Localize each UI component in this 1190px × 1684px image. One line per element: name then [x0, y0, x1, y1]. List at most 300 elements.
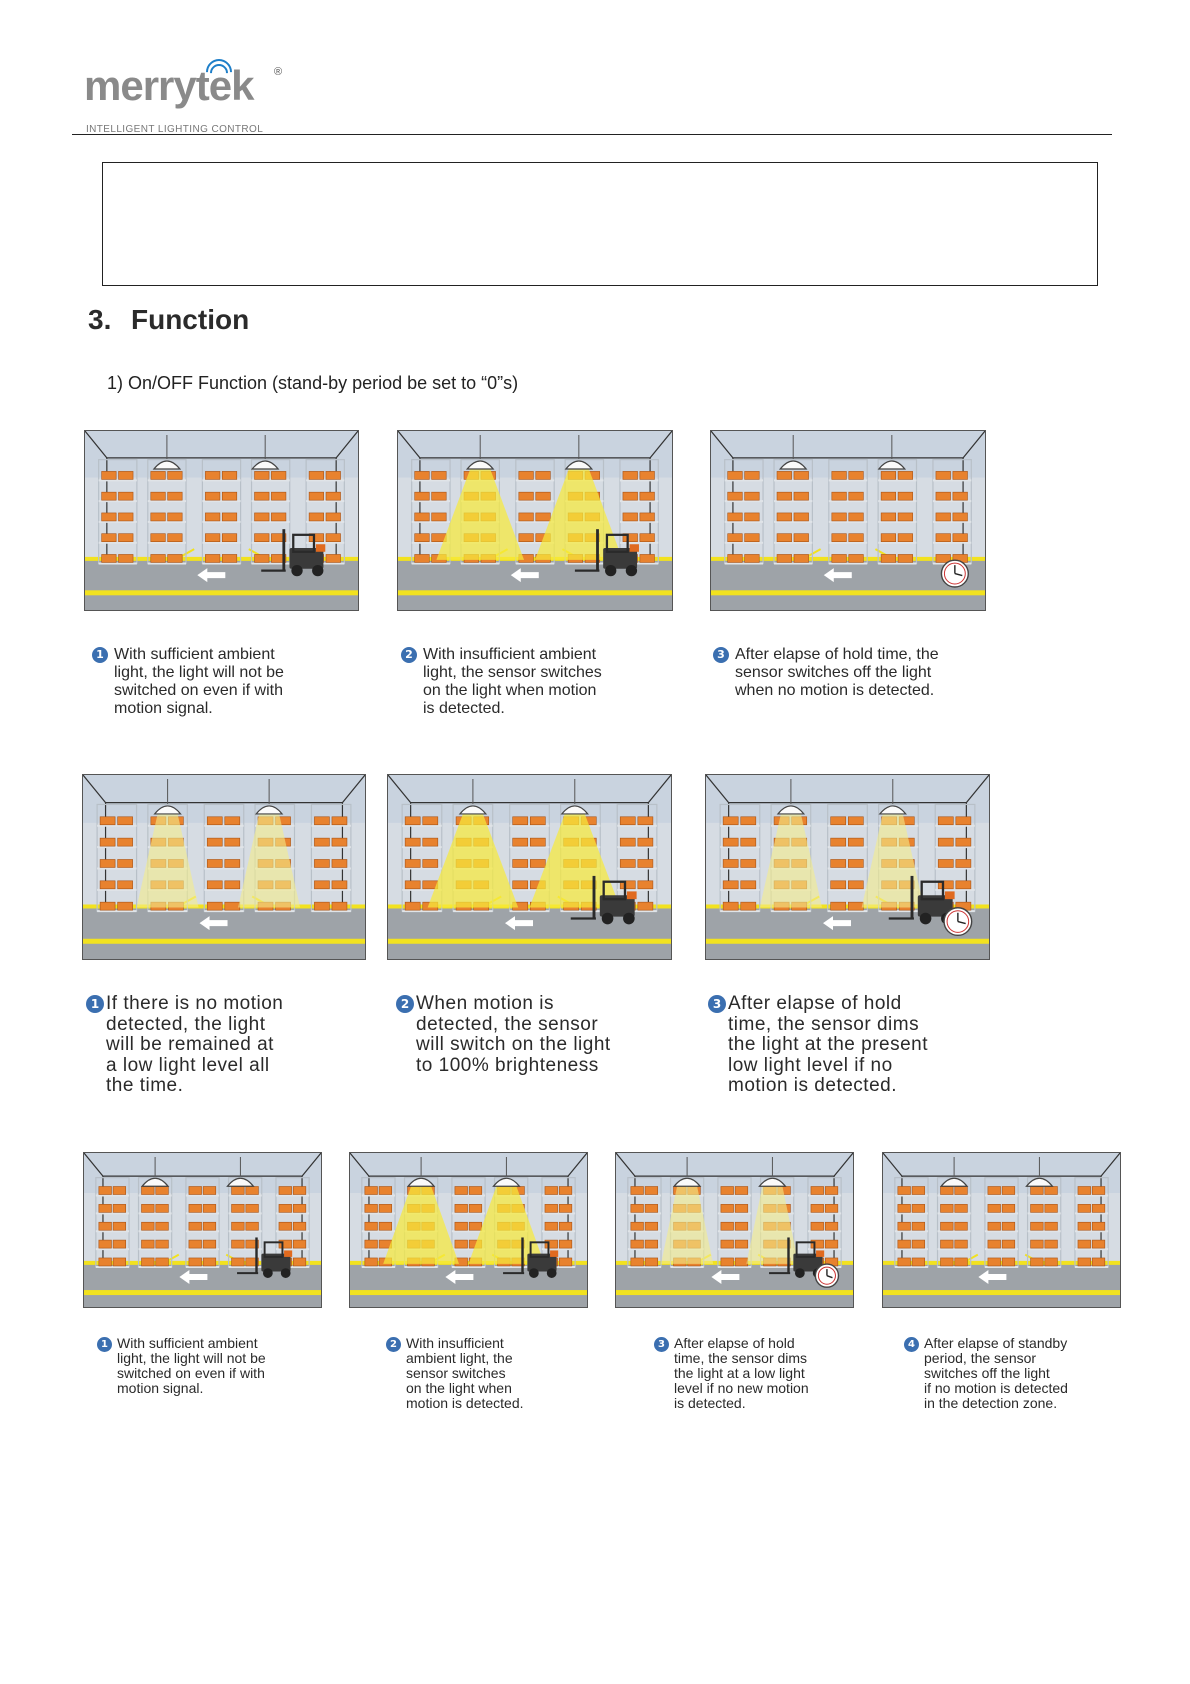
cargo-box [279, 1222, 292, 1230]
cargo-box [545, 1187, 558, 1195]
cargo-box [100, 881, 115, 889]
cargo-box [99, 1187, 112, 1195]
caption [92, 646, 352, 718]
cargo-box [623, 513, 638, 521]
cargo-box [559, 1187, 572, 1195]
cargo-box [1031, 1204, 1044, 1212]
scene-panel [882, 1152, 1121, 1308]
cargo-box [941, 1222, 954, 1230]
cargo-box [156, 1240, 169, 1248]
cargo-box [881, 513, 896, 521]
cargo-box [559, 1258, 572, 1266]
cargo-box [293, 1187, 306, 1195]
cargo-box [735, 1240, 748, 1248]
cargo-box [100, 838, 115, 846]
cargo-box [142, 1258, 155, 1266]
cargo-box [405, 838, 420, 846]
cargo-box [831, 859, 846, 867]
cargo-box [832, 471, 847, 479]
cargo-box [745, 513, 760, 521]
cargo-box [849, 554, 864, 562]
cargo-box [365, 1204, 378, 1212]
cargo-box [898, 534, 913, 542]
cargo-box [102, 534, 117, 542]
cargo-box [848, 838, 863, 846]
cargo-box [119, 554, 134, 562]
cargo-box [168, 554, 183, 562]
cargo-box [279, 1240, 292, 1248]
cargo-box [142, 1204, 155, 1212]
cargo-box [912, 1258, 925, 1266]
cargo-box [207, 817, 222, 825]
caption [904, 1336, 1114, 1411]
cargo-box [222, 554, 237, 562]
cargo-box [151, 534, 166, 542]
cargo-box [645, 1187, 658, 1195]
caption-text: With sufficient ambient light, the light will not be switched on even if with motion signal. [114, 646, 284, 717]
cargo-box [405, 881, 420, 889]
cargo-box [623, 492, 638, 500]
cargo-box [326, 513, 341, 521]
cargo-box [530, 817, 545, 825]
cargo-box [620, 817, 635, 825]
cargo-box [728, 471, 743, 479]
cargo-box [332, 817, 347, 825]
cargo-box [222, 534, 237, 542]
cargo-box [723, 902, 738, 910]
cargo-box [941, 1204, 954, 1212]
number-badge-icon: 2 [396, 995, 414, 1013]
cargo-box [203, 1240, 216, 1248]
cargo-box [1031, 1258, 1044, 1266]
cargo-box [741, 838, 756, 846]
cargo-box [119, 513, 134, 521]
cargo-box [423, 838, 438, 846]
cargo-box [640, 534, 655, 542]
cargo-box [1002, 1222, 1015, 1230]
cargo-box [832, 513, 847, 521]
cargo-box [203, 1222, 216, 1230]
cargo-box [938, 859, 953, 867]
cargo-box [721, 1240, 734, 1248]
cargo-box [255, 534, 270, 542]
cargo-box [113, 1240, 126, 1248]
caption-text: When motion is detected, the sensor will switch on the light to 100% brighteness [416, 993, 611, 1076]
cargo-box [415, 534, 430, 542]
cargo-box [955, 1258, 968, 1266]
cargo-box [293, 1258, 306, 1266]
cargo-box [113, 1187, 126, 1195]
scene-panel [615, 1152, 854, 1308]
cargo-box [100, 902, 115, 910]
cargo-box [941, 1187, 954, 1195]
cargo-box [513, 881, 528, 889]
cargo-box [309, 513, 324, 521]
cargo-box [898, 513, 913, 521]
cargo-box [423, 859, 438, 867]
cargo-box [623, 471, 638, 479]
cargo-box [848, 817, 863, 825]
cargo-box [203, 1204, 216, 1212]
cargo-box [1045, 1222, 1058, 1230]
caption [654, 1336, 854, 1411]
cargo-box [232, 1187, 245, 1195]
cargo-box [728, 554, 743, 562]
cargo-box [1078, 1258, 1091, 1266]
cargo-box [469, 1187, 482, 1195]
cargo-box [113, 1222, 126, 1230]
cargo-box [255, 492, 270, 500]
cargo-box [728, 513, 743, 521]
cargo-box [415, 554, 430, 562]
cargo-box [831, 881, 846, 889]
section-title: Function [131, 304, 250, 335]
floor-line [350, 1290, 587, 1295]
cargo-box [536, 513, 551, 521]
cargo-box [825, 1222, 838, 1230]
cargo-box [326, 471, 341, 479]
cargo-box [898, 554, 913, 562]
cargo-box [777, 492, 792, 500]
warehouse-illustration [711, 431, 985, 610]
cargo-box [415, 471, 430, 479]
header-rule [72, 134, 1112, 135]
floor-line [711, 590, 985, 595]
cargo-box [536, 492, 551, 500]
cargo-box [513, 838, 528, 846]
caption-text: With insufficient ambient light, the sensor switches on the light when motion is detected. [423, 646, 602, 717]
cargo-box [423, 817, 438, 825]
cargo-box [728, 534, 743, 542]
cargo-box [811, 1240, 824, 1248]
cargo-box [620, 859, 635, 867]
cargo-box [721, 1258, 734, 1266]
cargo-box [255, 554, 270, 562]
cargo-box [314, 881, 329, 889]
cargo-box [825, 1204, 838, 1212]
cargo-box [745, 534, 760, 542]
cargo-box [545, 1240, 558, 1248]
cargo-box [559, 1222, 572, 1230]
cargo-box [723, 859, 738, 867]
cargo-box [735, 1187, 748, 1195]
cargo-box [1002, 1204, 1015, 1212]
cargo-box [640, 492, 655, 500]
cargo-box [848, 902, 863, 910]
cargo-box [156, 1258, 169, 1266]
warehouse-illustration [883, 1153, 1120, 1307]
cargo-box [203, 1258, 216, 1266]
merrytek-logo [84, 62, 284, 134]
cargo-box [1002, 1240, 1015, 1248]
cargo-box [777, 534, 792, 542]
cargo-box [113, 1258, 126, 1266]
cargo-box [332, 859, 347, 867]
cargo-box [405, 817, 420, 825]
cargo-box [225, 902, 240, 910]
cargo-box [1045, 1187, 1058, 1195]
caption [713, 646, 993, 700]
cargo-box [1045, 1240, 1058, 1248]
cargo-box [102, 471, 117, 479]
cargo-box [898, 1204, 911, 1212]
cargo-box [831, 817, 846, 825]
cargo-box [721, 1187, 734, 1195]
cargo-box [825, 1187, 838, 1195]
cargo-box [938, 838, 953, 846]
number-badge-icon: 2 [401, 647, 417, 663]
cargo-box [811, 1187, 824, 1195]
cargo-box [232, 1222, 245, 1230]
note-box [102, 162, 1098, 286]
number-badge-icon: 1 [86, 995, 104, 1013]
cargo-box [519, 471, 534, 479]
cargo-box [898, 1240, 911, 1248]
number-badge-icon: 3 [708, 995, 726, 1013]
cargo-box [955, 1222, 968, 1230]
cargo-box [936, 492, 951, 500]
cargo-box [151, 554, 166, 562]
cargo-box [898, 1258, 911, 1266]
cargo-box [741, 902, 756, 910]
cargo-box [225, 838, 240, 846]
cargo-box [102, 554, 117, 562]
cargo-box [849, 513, 864, 521]
cargo-box [848, 881, 863, 889]
cargo-box [912, 1222, 925, 1230]
scene-panel [82, 774, 366, 960]
cargo-box [777, 513, 792, 521]
number-badge-icon: 1 [97, 1337, 112, 1352]
cargo-box [168, 471, 183, 479]
cargo-box [1092, 1204, 1105, 1212]
cargo-box [936, 471, 951, 479]
cargo-box [279, 1204, 292, 1212]
cargo-box [379, 1204, 392, 1212]
cargo-box [207, 838, 222, 846]
cargo-box [1092, 1187, 1105, 1195]
cargo-box [1092, 1258, 1105, 1266]
cargo-box [898, 492, 913, 500]
cargo-box [405, 859, 420, 867]
cargo-box [536, 471, 551, 479]
cargo-box [255, 513, 270, 521]
cargo-box [849, 471, 864, 479]
scene-panel [710, 430, 986, 611]
cargo-box [645, 1240, 658, 1248]
section-subtitle: 1) On/OFF Function (stand-by period be set to “0”s) [107, 373, 519, 393]
cargo-box [941, 1240, 954, 1248]
cargo-box [156, 1222, 169, 1230]
cargo-box [1078, 1204, 1091, 1212]
cargo-box [955, 1187, 968, 1195]
cargo-box [151, 471, 166, 479]
cargo-box [777, 554, 792, 562]
cargo-box [777, 471, 792, 479]
cargo-box [314, 817, 329, 825]
warehouse-illustration [85, 431, 358, 610]
cargo-box [519, 513, 534, 521]
cargo-box [530, 838, 545, 846]
cargo-box [455, 1187, 468, 1195]
scene-panel [349, 1152, 588, 1308]
warehouse-illustration [84, 1153, 321, 1307]
floor-line [883, 1290, 1120, 1295]
cargo-box [545, 1222, 558, 1230]
warehouse-illustration [706, 775, 989, 959]
cargo-box [721, 1204, 734, 1212]
cargo-box [881, 492, 896, 500]
cargo-box [912, 1240, 925, 1248]
cargo-box [1092, 1222, 1105, 1230]
caption-text: If there is no motion detected, the light will be remained at a low light level all the time. [106, 993, 284, 1096]
cargo-box [811, 1204, 824, 1212]
logo-wordmark: merrytek [84, 62, 254, 109]
cargo-box [203, 1187, 216, 1195]
cargo-box [831, 838, 846, 846]
cargo-box [205, 534, 220, 542]
cargo-box [640, 554, 655, 562]
timer-clock-icon [941, 560, 968, 587]
cargo-box [638, 859, 653, 867]
cargo-box [1092, 1240, 1105, 1248]
cargo-box [723, 817, 738, 825]
caption-text: After elapse of hold time, the sensor dims the light at the present low light level if no motion is detected. [728, 993, 929, 1096]
cargo-box [415, 492, 430, 500]
cargo-box [99, 1222, 112, 1230]
cargo-box [1031, 1222, 1044, 1230]
cargo-box [645, 1258, 658, 1266]
cargo-box [1045, 1204, 1058, 1212]
cargo-box [189, 1187, 202, 1195]
cargo-box [936, 513, 951, 521]
cargo-box [1078, 1240, 1091, 1248]
cargo-box [189, 1240, 202, 1248]
cargo-box [432, 471, 447, 479]
floor-line [398, 590, 672, 595]
cargo-box [415, 513, 430, 521]
cargo-box [118, 838, 133, 846]
cargo-box [735, 1258, 748, 1266]
cargo-box [326, 554, 341, 562]
cargo-box [232, 1204, 245, 1212]
cargo-box [638, 817, 653, 825]
cargo-box [156, 1204, 169, 1212]
cargo-box [741, 881, 756, 889]
cargo-box [735, 1204, 748, 1212]
cargo-box [271, 492, 286, 500]
cargo-box [631, 1204, 644, 1212]
caption-text: After elapse of hold time, the sensor dims the light at a low light level if no new motion is detected. [674, 1335, 809, 1411]
cargo-box [100, 859, 115, 867]
cargo-box [102, 492, 117, 500]
cargo-box [645, 1222, 658, 1230]
cargo-box [99, 1258, 112, 1266]
cargo-box [455, 1204, 468, 1212]
floor-line [83, 939, 365, 944]
cargo-box [631, 1187, 644, 1195]
cargo-box [432, 513, 447, 521]
cargo-box [99, 1240, 112, 1248]
cargo-box [1031, 1240, 1044, 1248]
cargo-box [794, 513, 809, 521]
cargo-box [455, 1222, 468, 1230]
cargo-box [365, 1258, 378, 1266]
cargo-box [271, 513, 286, 521]
cargo-box [205, 513, 220, 521]
cargo-box [988, 1240, 1001, 1248]
cargo-box [956, 817, 971, 825]
cargo-box [222, 471, 237, 479]
cargo-box [955, 1204, 968, 1212]
cargo-box [953, 471, 968, 479]
cargo-box [309, 471, 324, 479]
cargo-box [314, 838, 329, 846]
cargo-box [119, 492, 134, 500]
cargo-box [293, 1204, 306, 1212]
caption-text: After elapse of hold time, the sensor switches off the light when no motion is detected. [735, 646, 939, 699]
cargo-box [326, 534, 341, 542]
cargo-box [365, 1222, 378, 1230]
cargo-box [745, 492, 760, 500]
cargo-box [1002, 1187, 1015, 1195]
number-badge-icon: 1 [92, 647, 108, 663]
cargo-box [956, 881, 971, 889]
cargo-box [207, 859, 222, 867]
cargo-box [232, 1240, 245, 1248]
cargo-box [631, 1258, 644, 1266]
registered-mark: ® [274, 66, 283, 78]
cargo-box [941, 1258, 954, 1266]
cargo-box [1002, 1258, 1015, 1266]
cargo-box [640, 471, 655, 479]
scene-panel [84, 430, 359, 611]
floor-line [388, 939, 671, 944]
cargo-box [309, 492, 324, 500]
cargo-box [405, 902, 420, 910]
cargo-box [794, 471, 809, 479]
cargo-box [332, 838, 347, 846]
cargo-box [271, 471, 286, 479]
caption [86, 994, 356, 1097]
cargo-box [1078, 1222, 1091, 1230]
floor-line [84, 1290, 321, 1295]
cargo-box [953, 513, 968, 521]
cargo-box [832, 554, 847, 562]
number-badge-icon: 3 [654, 1337, 669, 1352]
cargo-box [530, 859, 545, 867]
cargo-box [232, 1258, 245, 1266]
cargo-box [118, 859, 133, 867]
cargo-box [293, 1222, 306, 1230]
cargo-box [1078, 1187, 1091, 1195]
cargo-box [168, 534, 183, 542]
cargo-box [379, 1187, 392, 1195]
cargo-box [222, 513, 237, 521]
floor-line [616, 1290, 853, 1295]
number-badge-icon: 3 [713, 647, 729, 663]
cargo-box [938, 817, 953, 825]
cargo-box [455, 1240, 468, 1248]
logo-tagline: INTELLIGENT LIGHTING CONTROL [86, 124, 264, 135]
cargo-box [638, 881, 653, 889]
cargo-box [794, 534, 809, 542]
cargo-box [279, 1187, 292, 1195]
cargo-box [207, 902, 222, 910]
cargo-box [881, 534, 896, 542]
cargo-box [735, 1222, 748, 1230]
cargo-box [246, 1204, 259, 1212]
